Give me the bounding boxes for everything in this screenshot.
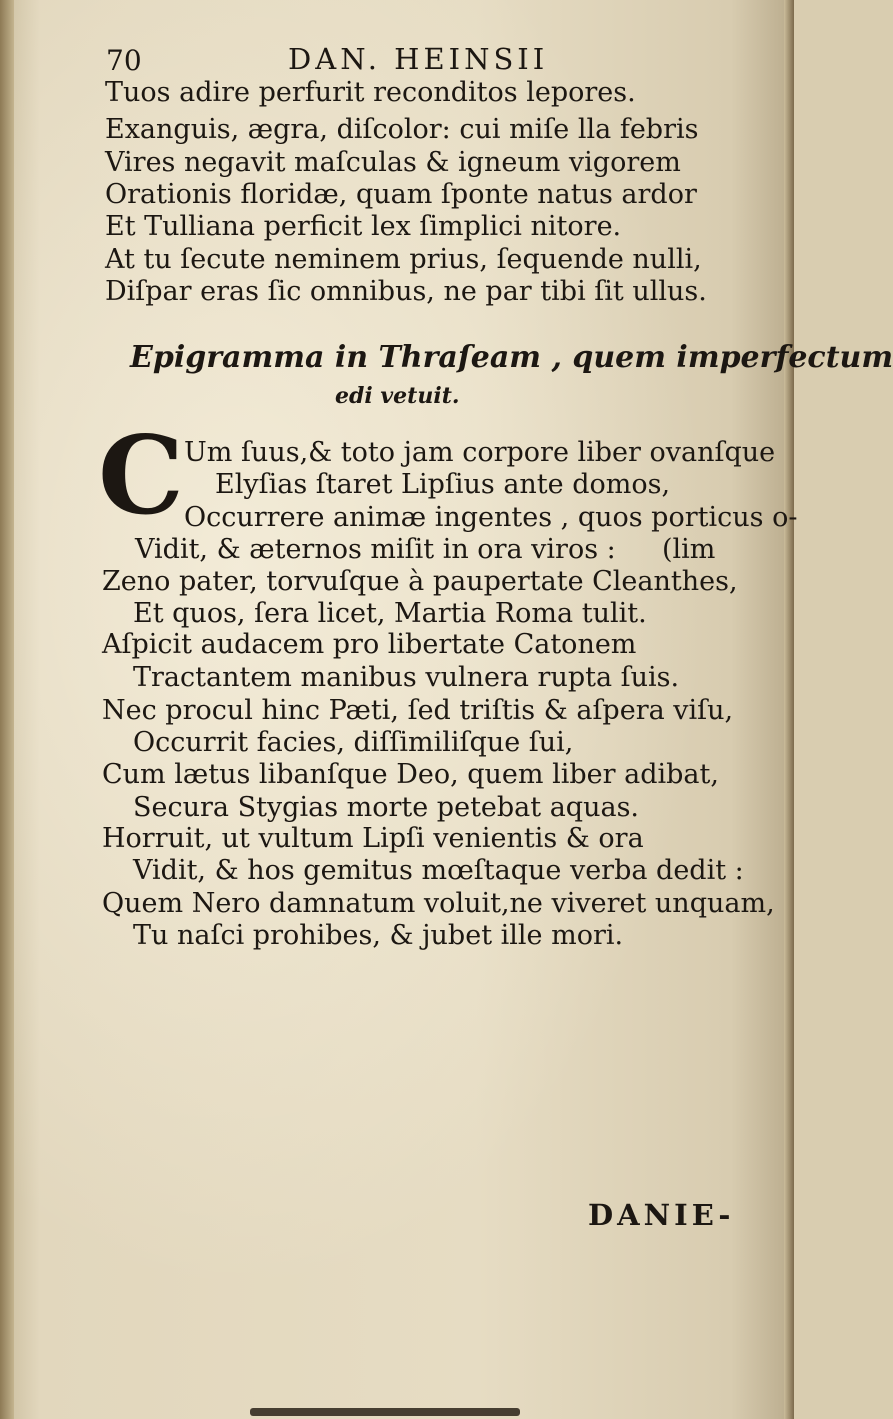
drop-cap: C — [98, 413, 184, 539]
verse-line: Occurrit facies, diſſimiliſque ſui, — [133, 727, 574, 758]
running-head: DAN. HEINSII — [288, 42, 549, 76]
epigram-title: Epigramma in Thraſeam , quem imperfectum — [130, 340, 893, 375]
verse-line: Tu naſci prohibes, & jubet ille mori. — [133, 920, 624, 951]
epigram-title-continued: edi vetuit. — [335, 383, 460, 409]
verse-line: Um ſuus,& toto jam corpore liber ovanſque — [184, 437, 776, 468]
verse-line: Diſpar eras ſic omnibus, ne par tibi ſit ullus. — [105, 276, 707, 307]
verse-line: Tractantem manibus vulnera rupta ſuis. — [133, 662, 680, 693]
verse-line: Vidit, & hos gemitus mœſtaque verba dedit : — [133, 855, 744, 886]
verse-line: Horruit, ut vultum Lipſi venientis & ora — [102, 823, 644, 854]
verse-line: Orationis floridæ, quam ſponte natus ardor — [105, 179, 697, 210]
page-number: 70 — [106, 44, 142, 77]
page-gutter — [0, 0, 14, 1419]
verse-line: Aſpicit audacem pro libertate Catonem — [102, 629, 637, 660]
verse-line: At tu ſecute neminem prius, ſequende nulli, — [105, 244, 702, 275]
verse-line: Occurrere animæ ingentes , quos porticus o- — [184, 502, 798, 533]
verse-line: Et quos, ſera licet, Martia Roma tulit. — [133, 598, 647, 629]
verse-line: Vires negavit maſculas & igneum vigorem — [105, 147, 681, 178]
page-edge — [784, 0, 794, 1419]
verse-line: Elyſias ſtaret Lipſius ante domos, — [215, 469, 671, 500]
verse-line: Et Tulliana perficit lex ſimplici nitore. — [105, 211, 622, 242]
verse-line: Cum lætus libanſque Deo, quem liber adibat, — [102, 759, 719, 790]
verse-line: Secura Stygias morte petebat aquas. — [133, 792, 640, 823]
verse-line-overflow: (lim — [662, 534, 716, 565]
verse-line: Quem Nero damnatum voluit,ne viveret unquam, — [102, 888, 775, 919]
catchword: DANIE- — [588, 1198, 735, 1232]
verse-line: Vidit, & æternos miſit in ora viros : — [135, 534, 616, 565]
verse-line: Exanguis, ægra, diſcolor: cui miſe lla febris — [105, 114, 699, 145]
binding-shadow — [250, 1408, 520, 1416]
verse-line: Zeno pater, torvuſque à paupertate Cleanthes, — [102, 566, 738, 597]
verse-line: Tuos adire perfurit reconditos lepores. — [105, 77, 636, 108]
verse-line: Nec procul hinc Pæti, ſed triſtis & aſpera viſu, — [102, 695, 734, 726]
